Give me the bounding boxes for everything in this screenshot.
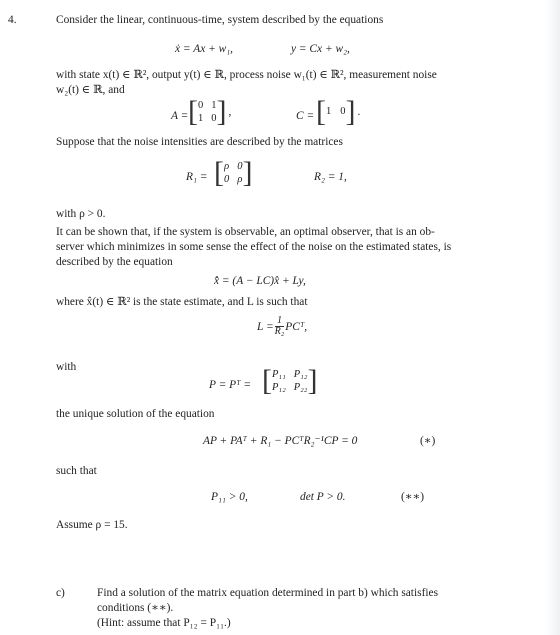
P-entry: P₂₂ — [293, 382, 308, 393]
P-entry: P₁₂ — [293, 369, 308, 380]
observer-line2: server which minimizes in some sense the effect of the noise on the estimated states, is — [56, 241, 452, 253]
right-bracket: ] — [216, 95, 227, 128]
right-bracket: ] — [345, 95, 356, 128]
with-label: with — [56, 361, 77, 373]
riccati-equation: AP + PAᵀ + R₁ − PCᵀR₂⁻¹CP = 0 — [203, 435, 358, 447]
C-entry: 0 — [340, 106, 346, 117]
state-description-line2: w₂(t) ∈ ℝ, and — [56, 84, 125, 96]
rho-condition: with ρ > 0. — [56, 208, 106, 220]
R1-entry: 0 — [237, 161, 243, 172]
A-entry: 0 — [198, 100, 204, 111]
hint-text: (Hint: assume that P₁₂ = P₁₁.) — [97, 617, 231, 629]
P-entry: P₁₂ — [272, 382, 286, 393]
R1-entry: ρ — [237, 174, 243, 185]
C-entry: 1 — [326, 106, 332, 117]
P-matrix — [262, 366, 317, 396]
A-entry: 0 — [211, 113, 217, 124]
output-equation: y = Cx + w₂, — [291, 43, 350, 55]
A-entry: 1 — [211, 100, 217, 111]
problem-number: 4. — [8, 14, 17, 26]
P-entry: P₁₁ — [272, 369, 286, 380]
A-trailing-comma: , — [228, 106, 232, 118]
estimate-line: where x̂(t) ∈ ℝ² is the state estimate, and L is such that — [56, 296, 308, 308]
part-text-line2: conditions (∗∗). — [97, 602, 174, 614]
observer-line1: It can be shown that, if the system is observable, an optimal observer, that is an ob- — [56, 226, 435, 238]
A-entry: 1 — [198, 113, 204, 124]
right-bracket: ] — [242, 156, 253, 189]
observer-equation: x̂̇ = (A − LC)x̂ + Ly, — [214, 275, 306, 287]
A-label: A = — [171, 110, 189, 122]
L-equation — [257, 316, 307, 337]
such-that-label: such that — [56, 465, 97, 477]
intro-text: Consider the linear, continuous-time, system described by the equations — [56, 14, 384, 26]
assumption: Assume ρ = 15. — [56, 519, 128, 531]
R2-equation: R₂ = 1, — [314, 171, 347, 183]
L-fraction — [275, 316, 285, 337]
state-description-line1: with state x(t) ∈ ℝ², output y(t) ∈ ℝ, process noise w₁(t) ∈ ℝ², measurement noise — [56, 69, 437, 81]
left-bracket: [ — [262, 364, 272, 397]
condition-tag: (∗∗) — [401, 491, 425, 503]
condition-p11: P₁₁ > 0, — [211, 491, 248, 503]
right-bracket: ] — [307, 364, 318, 397]
R1-matrix — [214, 158, 253, 188]
left-bracket: [ — [188, 95, 198, 128]
A-matrix — [188, 97, 231, 127]
L-lhs: L = — [257, 320, 274, 333]
L-fraction-numerator: 1 — [276, 315, 282, 326]
A-matrix-grid — [198, 99, 217, 125]
R1-matrix-grid — [224, 160, 243, 186]
page-edge-shadow — [546, 0, 560, 635]
unique-solution-line: the unique solution of the equation — [56, 408, 215, 420]
state-equation: ẋ = Ax + w₁, — [175, 43, 234, 55]
C-label: C = — [296, 110, 315, 122]
left-bracket: [ — [214, 156, 224, 189]
riccati-tag: (∗) — [420, 435, 436, 447]
P-label: P = Pᵀ = — [209, 379, 252, 391]
left-bracket: [ — [316, 95, 326, 128]
R1-entry: ρ — [224, 161, 230, 172]
part-text-line1: Find a solution of the matrix equation determined in part b) which satisfies — [97, 587, 439, 599]
L-fraction-denominator: R₂ — [274, 326, 285, 337]
C-matrix — [316, 97, 360, 127]
observer-line3: described by the equation — [56, 256, 173, 268]
R1-label: R₁ = — [186, 171, 208, 183]
C-matrix-row — [326, 105, 346, 119]
part-label: c) — [56, 587, 65, 599]
C-trailing-period: . — [357, 106, 361, 118]
condition-detP: det P > 0. — [300, 491, 346, 503]
P-matrix-grid — [272, 368, 307, 394]
L-rhs: PCᵀ, — [285, 320, 308, 333]
R1-entry: 0 — [224, 174, 230, 185]
intensities-line: Suppose that the noise intensities are described by the matrices — [56, 136, 343, 148]
